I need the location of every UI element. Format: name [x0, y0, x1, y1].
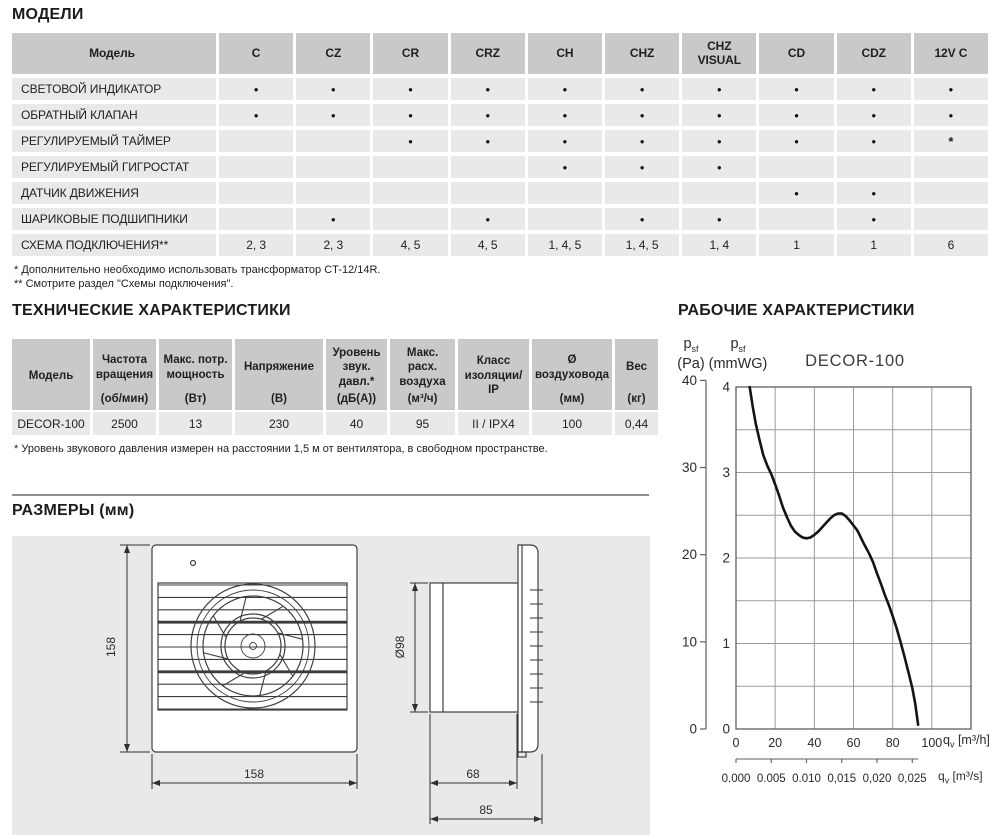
tech-column-header	[235, 339, 323, 410]
models-column-header: CR	[373, 33, 447, 74]
feature-cell: ●	[837, 130, 911, 152]
svg-text:0.010: 0.010	[792, 773, 821, 785]
tech-column-unit: (В)	[271, 393, 287, 405]
tech-column-unit: (Вт)	[184, 393, 207, 405]
feature-cell	[296, 156, 370, 178]
tech-column-header	[390, 339, 455, 410]
feature-cell	[451, 182, 525, 204]
tech-value-cell: 95	[390, 412, 455, 435]
feature-cell: ●	[682, 104, 756, 126]
feature-cell: 6	[914, 234, 988, 256]
feature-row-label: СВЕТОВОЙ ИНДИКАТОР	[12, 78, 216, 100]
feature-cell: ●	[219, 78, 293, 100]
tech-column-name: Макс. потр. мощность	[163, 354, 228, 381]
feature-row-label: ШАРИКОВЫЕ ПОДШИПНИКИ	[12, 208, 216, 230]
models-table	[12, 33, 988, 256]
feature-cell	[914, 182, 988, 204]
models-column-header: CH	[528, 33, 602, 74]
feature-cell: ●	[605, 104, 679, 126]
feature-row-label: РЕГУЛИРУЕМЫЙ ТАЙМЕР	[12, 130, 216, 152]
performance-chart	[655, 330, 1000, 808]
tech-column-header	[326, 339, 387, 410]
tech-column-unit: (м³/ч)	[407, 393, 438, 405]
tech-column-header	[615, 339, 658, 410]
svg-text:60: 60	[846, 736, 861, 750]
feature-cell: 1	[837, 234, 911, 256]
feature-cell	[759, 208, 833, 230]
feature-cell: 2, 3	[219, 234, 293, 256]
models-column-header: CHZ	[605, 33, 679, 74]
feature-cell: ●	[528, 104, 602, 126]
feature-cell: ●	[528, 78, 602, 100]
feature-cell	[373, 208, 447, 230]
flow-axis-label-m3s: $q_v$ [m³/s]	[938, 769, 983, 786]
feature-cell: ●	[373, 130, 447, 152]
tech-column-header	[12, 339, 90, 410]
models-corner-header: Модель	[12, 33, 216, 74]
feature-cell: ●	[914, 78, 988, 100]
feature-cell	[759, 156, 833, 178]
tech-column-name: Напряжение	[243, 361, 315, 374]
feature-cell: ●	[837, 78, 911, 100]
models-heading: МОДЕЛИ	[12, 6, 84, 23]
feature-cell: ●	[296, 104, 370, 126]
tech-value-cell: 100	[532, 412, 612, 435]
feature-cell	[296, 182, 370, 204]
feature-cell: ●	[373, 78, 447, 100]
svg-text:0.000: 0.000	[721, 773, 751, 785]
tech-value-cell: 0,44	[615, 412, 658, 435]
feature-cell: ●	[605, 208, 679, 230]
feature-cell: ●	[837, 104, 911, 126]
svg-text:30: 30	[681, 460, 697, 476]
feature-cell: ●	[528, 130, 602, 152]
feature-cell	[837, 156, 911, 178]
feature-row-label: СХЕМА ПОДКЛЮЧЕНИЯ**	[12, 234, 216, 256]
pressure-axis-label-pa: $p_{sf}$ (Pa)	[677, 336, 705, 372]
feature-cell: ●	[682, 208, 756, 230]
tech-column-header	[458, 339, 529, 410]
front-view	[152, 545, 357, 752]
pressure-axis-label-mmwg: $p_{sf}$ (mmWG)	[708, 336, 768, 372]
feature-cell: 4, 5	[451, 234, 525, 256]
svg-text:0: 0	[722, 721, 730, 737]
feature-cell	[528, 182, 602, 204]
models-column-header: CHZ VISUAL	[682, 33, 756, 74]
models-footnote-1: * Дополнительно необходимо использовать трансформатор CT-12/14R.	[14, 264, 381, 276]
svg-text:3: 3	[722, 465, 730, 480]
feature-cell: ●	[682, 78, 756, 100]
svg-text:0: 0	[732, 736, 740, 750]
feature-cell: 1, 4, 5	[605, 234, 679, 256]
svg-text:10: 10	[681, 634, 697, 650]
tech-column-unit: (мм)	[559, 393, 585, 405]
feature-cell: ●	[451, 130, 525, 152]
tech-value-cell: 13	[159, 412, 232, 435]
feature-cell: ●	[605, 78, 679, 100]
feature-cell	[605, 182, 679, 204]
dim-front-width: 158	[243, 767, 265, 781]
dim-front-height: 158	[104, 636, 118, 658]
tech-value-cell: 230	[235, 412, 323, 435]
svg-text:1: 1	[722, 636, 730, 651]
chart-title: DECOR-100	[805, 352, 905, 370]
models-column-header: CRZ	[451, 33, 525, 74]
feature-cell: ●	[759, 182, 833, 204]
svg-text:0,025: 0,025	[897, 773, 927, 785]
models-column-header: C	[219, 33, 293, 74]
svg-text:2: 2	[722, 550, 730, 566]
dimensions-drawing	[12, 536, 650, 835]
models-column-header: CD	[759, 33, 833, 74]
svg-text:40: 40	[681, 372, 697, 388]
feature-cell: ●	[296, 208, 370, 230]
tech-column-name: Вес	[626, 361, 647, 374]
feature-cell	[373, 182, 447, 204]
feature-cell	[219, 208, 293, 230]
tech-column-name: Класс изоляции/ IP	[464, 355, 523, 397]
svg-text:0.005: 0.005	[756, 773, 786, 785]
models-footnote-2: ** Смотрите раздел "Схемы подключения".	[14, 278, 234, 290]
side-view	[430, 545, 543, 757]
feature-cell	[296, 130, 370, 152]
tech-column-header	[93, 339, 156, 410]
svg-text:20: 20	[681, 547, 697, 563]
tech-column-name: Модель	[28, 369, 74, 382]
fan-technical-drawing	[12, 536, 650, 835]
feature-cell: ●	[296, 78, 370, 100]
tech-value-cell: 40	[326, 412, 387, 435]
feature-cell: ●	[759, 104, 833, 126]
feature-cell: ●	[528, 156, 602, 178]
tech-value-cell: II / IPX4	[458, 412, 529, 435]
svg-text:0,020: 0,020	[862, 773, 892, 785]
feature-row-label: ОБРАТНЫЙ КЛАПАН	[12, 104, 216, 126]
feature-cell: ●	[837, 208, 911, 230]
feature-cell	[219, 156, 293, 178]
tech-footnote: * Уровень звукового давления измерен на расстоянии 1,5 м от вентилятора, в свободном пространстве.	[14, 443, 548, 455]
svg-text:0: 0	[689, 721, 697, 737]
tech-column-name: Уровень звук. давл.*	[332, 346, 381, 388]
feature-cell: 1, 4	[682, 234, 756, 256]
feature-cell: ●	[451, 104, 525, 126]
feature-cell	[914, 156, 988, 178]
feature-cell: ●	[759, 78, 833, 100]
tech-column-header	[532, 339, 612, 410]
svg-text:4: 4	[722, 379, 730, 395]
dimensions-heading: РАЗМЕРЫ (мм)	[12, 502, 135, 519]
feature-cell: 2, 3	[296, 234, 370, 256]
feature-cell: ●	[373, 104, 447, 126]
tech-column-name: Макс. расх. воздуха	[399, 346, 446, 388]
tech-table	[12, 339, 658, 435]
tech-value-cell: 2500	[93, 412, 156, 435]
feature-row-label: ДАТЧИК ДВИЖЕНИЯ	[12, 182, 216, 204]
svg-text:0,015: 0,015	[827, 773, 857, 785]
feature-cell: ●	[914, 104, 988, 126]
tech-value-cell: DECOR-100	[12, 412, 90, 435]
models-column-header: 12V C	[914, 33, 988, 74]
feature-cell: *	[914, 130, 988, 152]
models-column-header: CZ	[296, 33, 370, 74]
feature-cell	[451, 156, 525, 178]
feature-cell: 1, 4, 5	[528, 234, 602, 256]
feature-cell: ●	[451, 78, 525, 100]
feature-cell: ●	[605, 130, 679, 152]
dim-duct-depth: 68	[466, 767, 480, 781]
feature-cell	[528, 208, 602, 230]
svg-text:20: 20	[768, 736, 783, 750]
feature-cell: ●	[759, 130, 833, 152]
svg-text:80: 80	[885, 736, 900, 750]
feature-cell: ●	[451, 208, 525, 230]
dim-total-depth: 85	[479, 803, 493, 817]
tech-column-header	[159, 339, 232, 410]
feature-cell: 1	[759, 234, 833, 256]
models-column-header: CDZ	[837, 33, 911, 74]
feature-cell: ●	[682, 130, 756, 152]
performance-heading: РАБОЧИЕ ХАРАКТЕРИСТИКИ	[678, 302, 915, 319]
feature-cell: 4, 5	[373, 234, 447, 256]
feature-row-label: РЕГУЛИРУЕМЫЙ ГИГРОСТАТ	[12, 156, 216, 178]
dim-duct-diameter: Ø98	[393, 635, 407, 659]
tech-column-unit: (об/мин)	[100, 393, 149, 405]
tech-column-name: Частота вращения	[95, 354, 154, 381]
feature-cell	[914, 208, 988, 230]
svg-text:100: 100	[921, 736, 943, 750]
models-footnotes	[14, 263, 380, 291]
tech-column-unit: (кг)	[627, 393, 646, 405]
feature-cell: ●	[219, 104, 293, 126]
tech-heading: ТЕХНИЧЕСКИЕ ХАРАКТЕРИСТИКИ	[12, 302, 291, 319]
feature-cell	[219, 130, 293, 152]
section-divider	[12, 494, 649, 496]
feature-cell: ●	[682, 156, 756, 178]
feature-cell: ●	[837, 182, 911, 204]
feature-cell: ●	[605, 156, 679, 178]
flow-axis-label-m3h: $q_v$ [m³/h]	[943, 733, 990, 750]
feature-cell	[682, 182, 756, 204]
feature-cell	[219, 182, 293, 204]
feature-cell	[373, 156, 447, 178]
svg-text:40: 40	[807, 736, 822, 750]
tech-column-name: Ø воздуховода	[534, 354, 610, 381]
tech-column-unit: (дБ(А))	[336, 393, 377, 405]
